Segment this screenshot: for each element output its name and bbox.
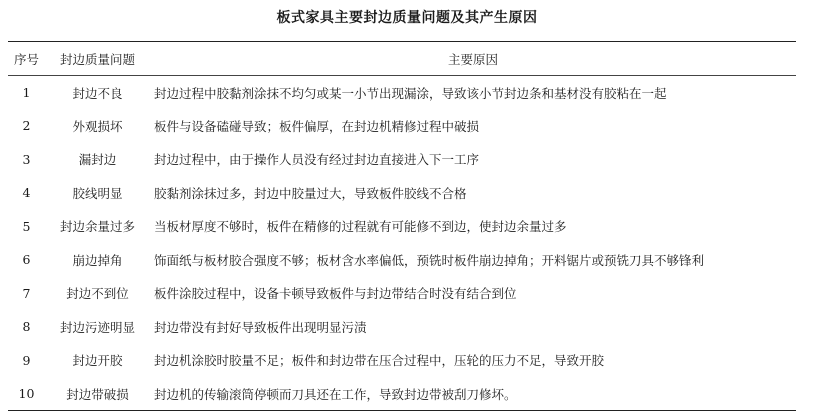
table-row xyxy=(8,277,796,311)
row-issue: 胶线明显 xyxy=(72,185,123,201)
row-number: 2 xyxy=(22,118,31,134)
row-number: 4 xyxy=(22,185,31,201)
table-row xyxy=(8,210,796,244)
row-cause: 封边过程中，由于操作人员没有经过封边直接进入下一工序 xyxy=(154,152,480,168)
table-title: 板式家具主要封边质量问题及其产生原因 xyxy=(276,10,538,26)
row-issue: 外观损坏 xyxy=(72,118,123,134)
table-header xyxy=(8,42,796,76)
row-number: 10 xyxy=(8,377,45,411)
table-body xyxy=(8,76,796,411)
row-number: 5 xyxy=(22,218,31,234)
row-number: 1 xyxy=(22,85,31,100)
table-row xyxy=(8,243,796,277)
row-cause: 封边机的传输滚筒停顿而刀具还在工作，导致封边带被刮刀修坏。 xyxy=(150,377,796,411)
row-issue: 封边不到位 xyxy=(66,286,129,302)
table-row xyxy=(8,109,796,143)
row-number: 7 xyxy=(22,285,31,301)
row-cause: 封边带没有封好导致板件出现明显污渍 xyxy=(154,319,367,335)
row-number: 3 xyxy=(22,151,31,167)
row-cause: 板件与设备磕碰导致；板件偏厚，在封边机精修过程中破损 xyxy=(154,118,480,134)
row-cause: 胶黏剂涂抹过多，封边中胶量过大，导致板件胶线不合格 xyxy=(154,185,467,201)
header-cause: 主要原因 xyxy=(150,42,796,76)
row-issue: 漏封边 xyxy=(78,152,117,168)
header-issue: 封边质量问题 xyxy=(45,42,150,76)
row-number: 9 xyxy=(22,352,31,368)
row-cause: 饰面纸与板材胶合强度不够；板材含水率偏低，预铣时板件崩边掉角；开料锯片或预铣刀具不够锋利 xyxy=(154,252,705,268)
row-issue: 崩边掉角 xyxy=(72,252,123,268)
table-row xyxy=(8,176,796,210)
row-issue: 封边不良 xyxy=(72,85,123,101)
row-cause: 当板材厚度不够时，板件在精修的过程就有可能修不到边，使封边余量过多 xyxy=(154,219,567,235)
quality-issues-table xyxy=(8,41,796,411)
header-row xyxy=(8,42,796,76)
row-issue: 封边污迹明显 xyxy=(59,319,135,335)
row-cause: 板件涂胶过程中，设备卡顿导致板件与封边带结合时没有结合到位 xyxy=(154,286,517,302)
row-cause: 封边过程中胶黏剂涂抹不均匀或某一小节出现漏涂，导致该小节封边条和基材没有胶粘在一起 xyxy=(154,85,667,101)
row-issue: 封边开胶 xyxy=(72,353,123,369)
row-issue: 封边带破损 xyxy=(45,377,150,411)
table-row xyxy=(8,377,796,411)
table-row xyxy=(8,344,796,378)
table-row xyxy=(8,76,796,110)
row-number: 6 xyxy=(22,252,31,268)
row-number: 8 xyxy=(22,319,31,335)
row-issue: 封边余量过多 xyxy=(59,219,135,235)
header-no: 序号 xyxy=(8,42,45,76)
table-row xyxy=(8,143,796,177)
table-row xyxy=(8,310,796,344)
row-cause: 封边机涂胶时胶量不足；板件和封边带在压合过程中，压轮的压力不足，导致开胶 xyxy=(154,353,605,369)
